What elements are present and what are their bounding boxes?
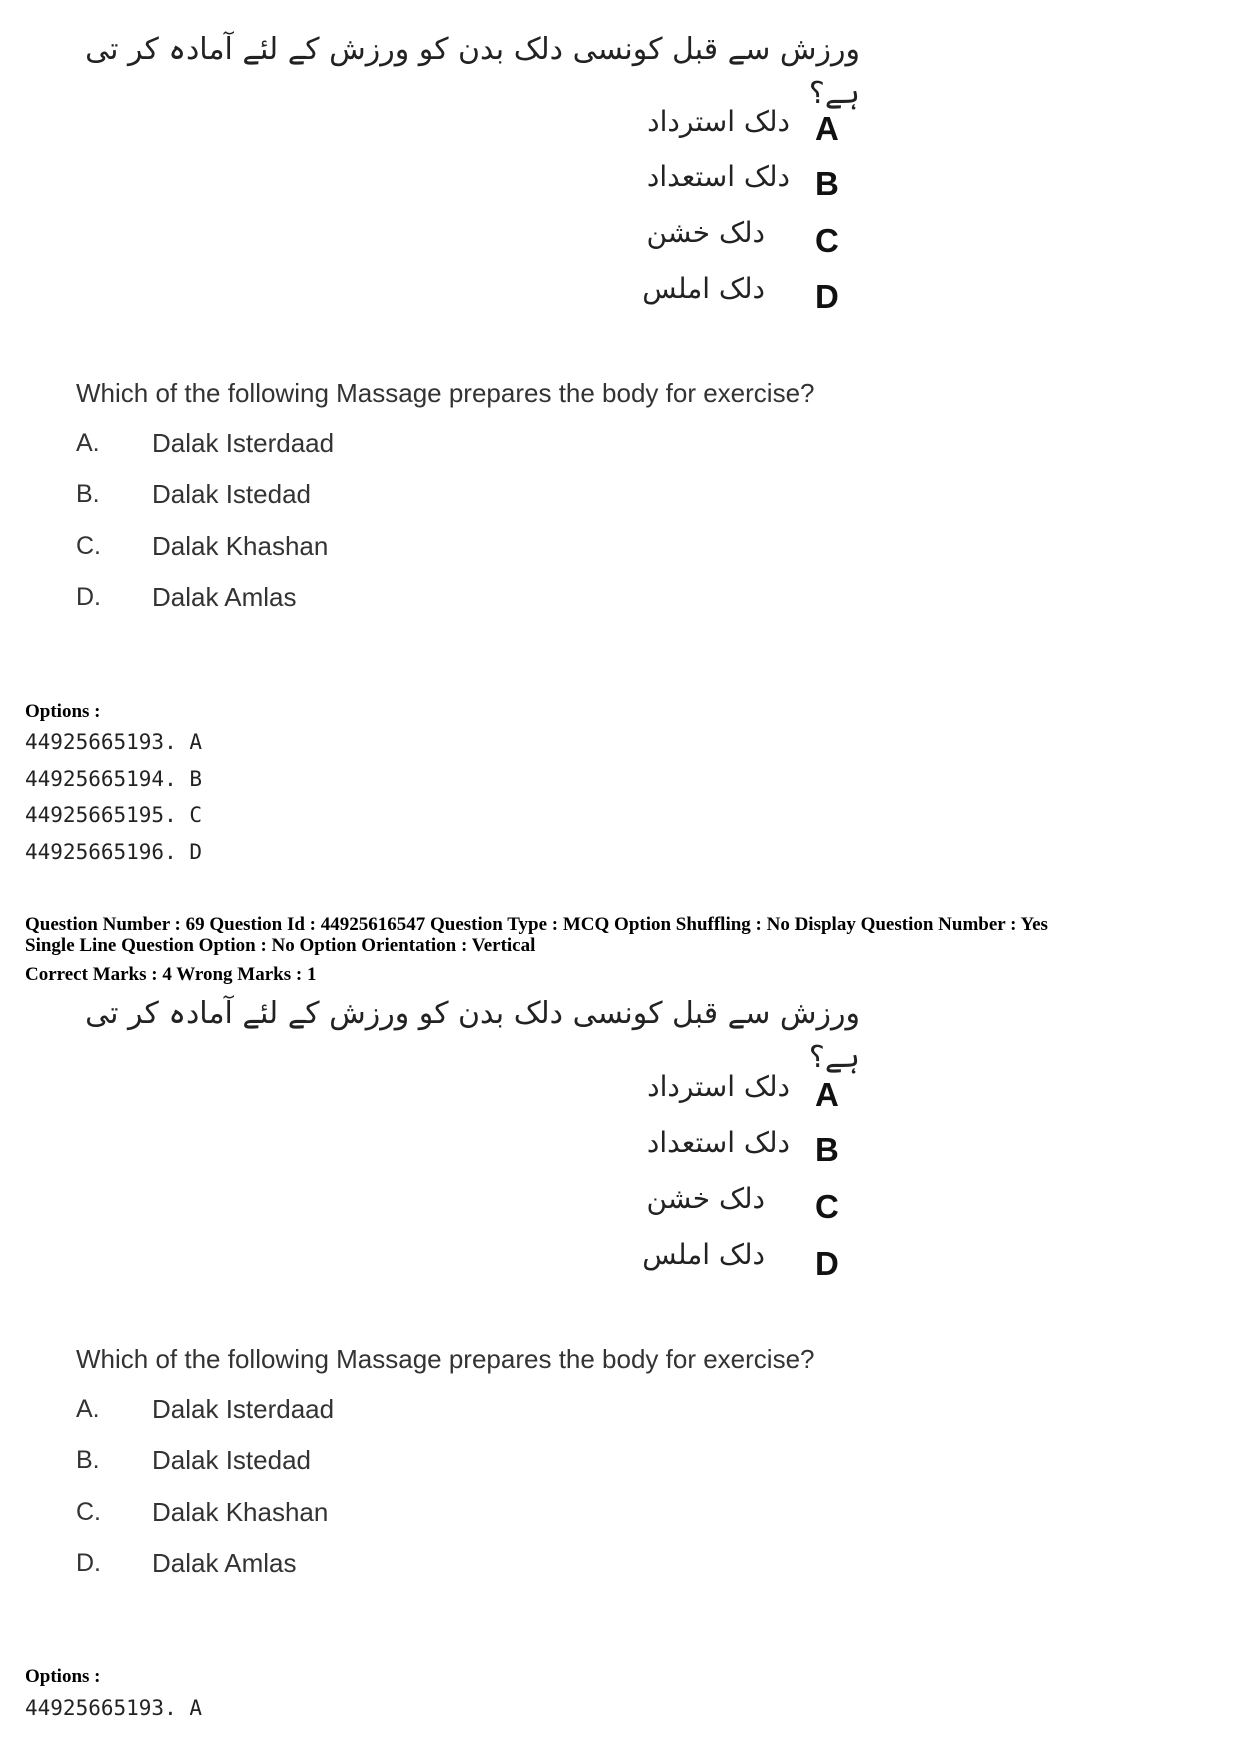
english-option-text: Dalak Isterdaad [152,1394,335,1424]
urdu-option-text: دلک استرداد [647,105,790,138]
marks-line: Correct Marks : 4 Wrong Marks : 1 [25,964,317,985]
english-option-letter: D. [76,583,101,611]
option-id: 44925665196. D [25,840,203,864]
english-option-letter: C. [76,532,101,560]
english-option-text: Dalak Khashan [152,531,329,561]
english-question: Which of the following Massage prepares the body for exercise? [76,1344,815,1374]
urdu-option-text: دلک استعداد [646,160,790,193]
urdu-option-letter: B [815,165,839,202]
option-id: 44925665193. A [25,1696,203,1720]
english-option-text: Dalak Amlas [152,1548,297,1578]
english-option-text: Dalak Amlas [152,582,297,612]
english-option-text: Dalak Istedad [152,479,311,509]
question-meta-line: Single Line Question Option : No Option Orientation : Vertical [25,935,536,956]
urdu-option-text: دلک خشن [646,216,765,249]
urdu-option-letter: D [815,1245,839,1282]
english-option-text: Dalak Khashan [152,1497,329,1527]
urdu-option-letter: B [815,1131,839,1168]
urdu-option-letter: D [815,278,839,315]
urdu-option-text: دلک استرداد [647,1070,790,1103]
english-option-letter: B. [76,480,100,508]
urdu-option-text: دلک خشن [646,1182,765,1215]
english-option-letter: D. [76,1549,101,1577]
urdu-question: ورزش سے قبل کونسی دلک بدن کو ورزش کے لئے آمادہ کر تی ہے؟ [85,32,860,111]
english-option-letter: A. [76,429,100,457]
urdu-option-text: دلک استعداد [646,1126,790,1159]
english-option-letter: B. [76,1446,100,1474]
question-meta-line: Question Number : 69 Question Id : 44925616547 Question Type : MCQ Option Shuffling : No Display Question Number : Yes [25,914,1048,935]
option-id: 44925665193. A [25,730,203,754]
english-option-letter: A. [76,1395,100,1423]
option-id: 44925665194. B [25,767,203,791]
urdu-option-text: دلک املس [642,272,765,305]
urdu-option-letter: C [815,222,839,259]
urdu-question: ورزش سے قبل کونسی دلک بدن کو ورزش کے لئے آمادہ کر تی ہے؟ [85,996,860,1075]
urdu-option-letter: C [815,1188,839,1225]
urdu-option-letter: A [815,1076,839,1113]
options-label: Options : [25,1666,101,1687]
urdu-option-text: دلک املس [642,1238,765,1271]
option-id: 44925665195. C [25,803,203,827]
english-option-text: Dalak Isterdaad [152,428,335,458]
english-option-letter: C. [76,1498,101,1526]
english-question: Which of the following Massage prepares the body for exercise? [76,378,815,408]
options-label: Options : [25,701,101,722]
urdu-option-letter: A [815,110,839,147]
english-option-text: Dalak Istedad [152,1445,311,1475]
